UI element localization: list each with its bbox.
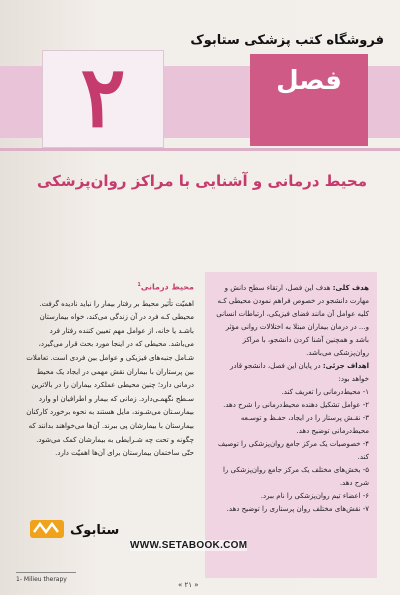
objective-item: ۲- عوامل تشکیل دهنده محیط‌درمانی را شرح دهد.: [223, 401, 369, 409]
specific-objectives-text: در پایان این فصل، دانشجو قادر خواهد بود:: [230, 362, 369, 383]
setabook-logo-icon: [30, 518, 150, 540]
objectives-list: [213, 386, 369, 516]
chapter-header: [0, 47, 400, 153]
chapter-title: محیط درمانی و آشنایی با مراکز روان‌پزشکی: [36, 172, 368, 190]
objective-item: ۵- بخش‌های مختلف یک مرکز جامع روان‌پزشکی را شرح دهد.: [222, 466, 369, 487]
section-heading-text: محیط درمانی: [140, 282, 194, 292]
objectives-box: [205, 272, 377, 578]
objective-item: ۱- محیط‌درمانی را تعریف کند.: [281, 388, 369, 396]
footnote-marker: 1: [137, 282, 141, 288]
page-number: « ۲۱ »: [178, 581, 199, 589]
specific-objectives-heading: اهداف جزئی:: [322, 362, 369, 370]
logo-text: ستابوک: [70, 523, 120, 538]
general-objective-heading: هدف کلی:: [332, 284, 369, 292]
chapter-label: فصل: [276, 66, 342, 96]
objective-item: ۳- نقـش پرستار را در ایجاد، حفـظ و توسـعه محیط‌درمانی توضیح دهد.: [240, 414, 369, 435]
body-paragraph: اهمیّت تأثیر محیط بر رفتار بیمار را نباید نادیده گرفت. محیطی کـه فرد در آن زندگی می‌کند، خواه بیمارستان باشـد یا خانه، از عوامل مهم تعیین کننده رفتار فرد می‌باشد. محیطی که در اینجا مورد بحث قرار می‌گیرد، شـامل جنبه‌های فیزیکی و عوامل بین فردی است. تعاملات بین پرستاران با بیماران نقش مهمی در ایجاد یک محیط درمانی دارد؛ چنین محیطی عملکرد بیماران را در بالاترین سـطح نگهمـی‌دارد. زمانی که بیمار و اطرافیان او وارد بیمارسـتان می‌شـوند، مایل هستند به نحوه برخورد کارکنان بیمارستان با بیمارشان پی ببرند. آن‌ها می‌خواهند بدانند که چگونه و تحت چه شـرایطی به بیمارشان کمک می‌شود. حتّی ساختمان بیمارستان برای آن‌ها اهمیّت دارد.: [26, 299, 194, 458]
chapter-number: ۲: [80, 47, 126, 146]
footnote-rule: [16, 572, 76, 573]
watermark-url: WWW.SETABOOK.COM: [130, 540, 248, 551]
footnote: 1- Milieu therapy: [16, 576, 67, 583]
chapter-number-box: [42, 47, 164, 148]
body-column: [22, 282, 194, 461]
objective-item: ۴- خصوصیات یک مرکز جامع روان‌پزشکی را توصیف کند.: [217, 440, 369, 461]
general-objective-text: هدف این فصل، ارتقاء سطح دانش و مهارت دانشجو در خصوص فراهم نمودن محیطی کـه کلیه عوامل آن مانند فضای فیزیکی، ارتباطات انسانی و... در درمان بیماران مبتلا به اختلالات روانی مؤثر باشد و همچنین آشنا کردن دانشجو، با مراکز روان‌پزشکی می‌باشد.: [216, 284, 369, 357]
store-name: فروشگاه کتب پزشکی ستابوک: [190, 33, 384, 48]
objective-item: ۷- نقش‌های مختلف روان پرستاری را توضیح دهد.: [226, 505, 369, 513]
chapter-label-box: [250, 54, 368, 146]
header-divider: [0, 148, 400, 151]
specific-objectives: [213, 360, 369, 386]
general-objective: [213, 282, 369, 360]
objective-item: ۶- اعضاء تیم روان‌پزشکی را نام ببرد.: [260, 492, 369, 500]
section-heading: [22, 282, 194, 292]
